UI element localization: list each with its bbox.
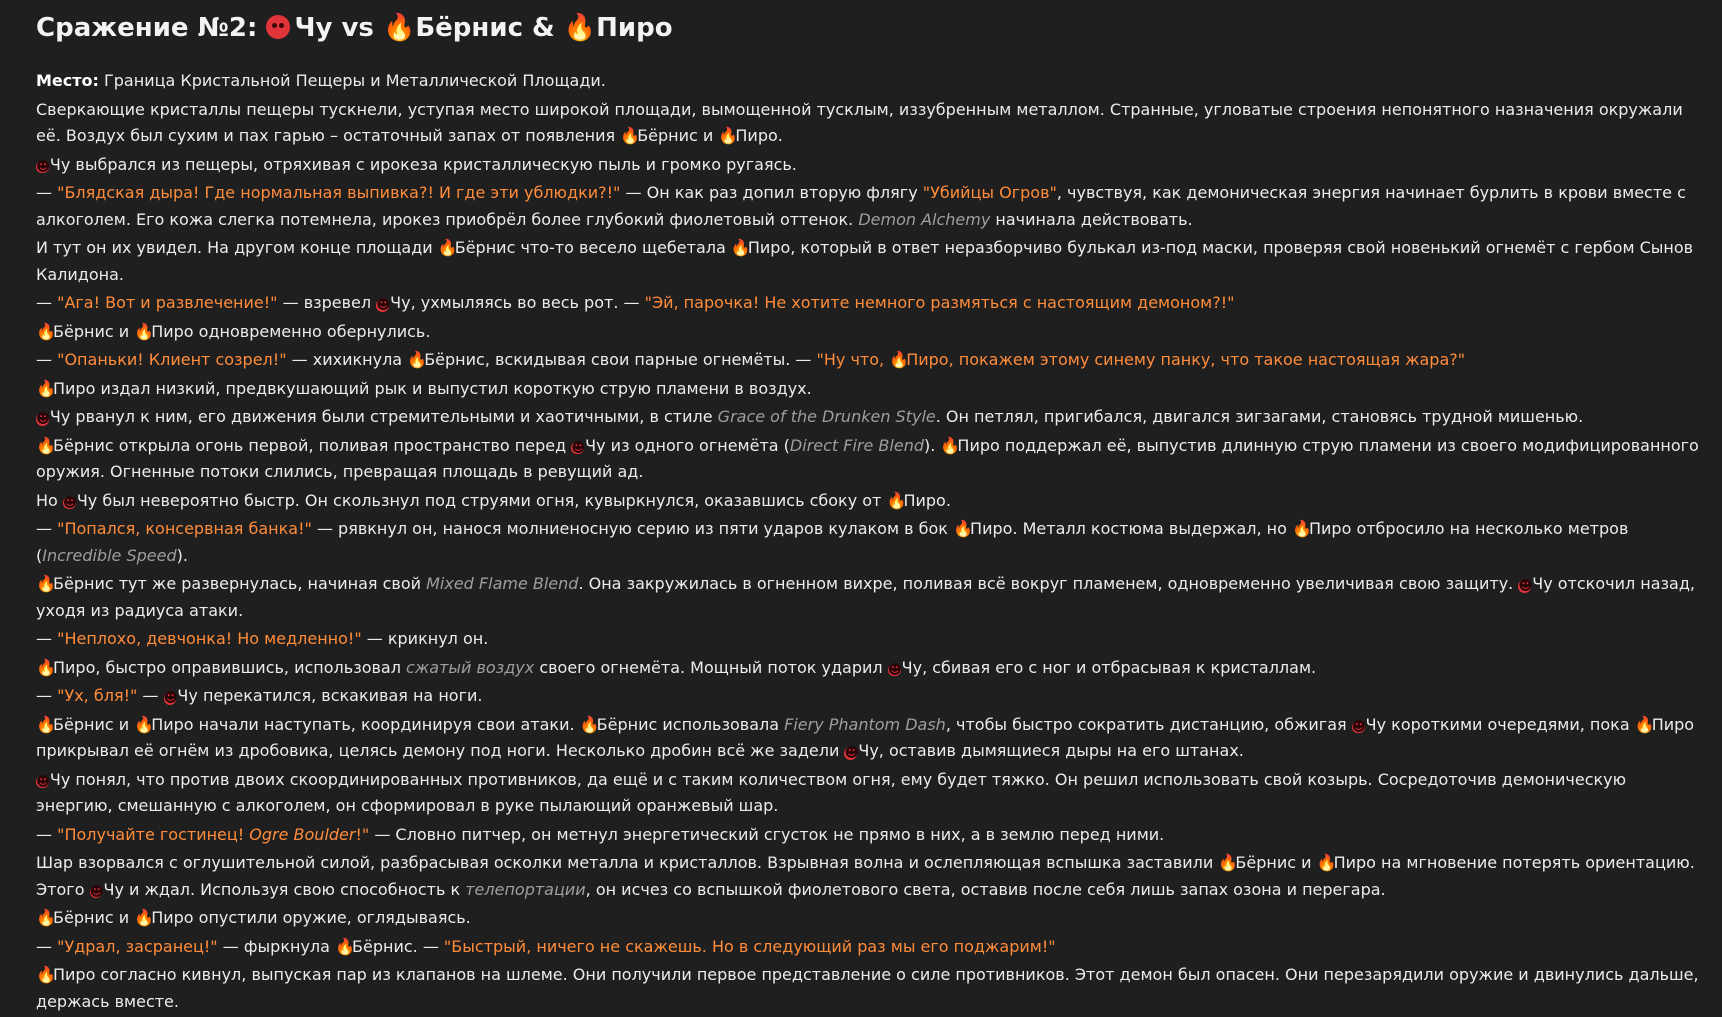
narration-text: Пиро одновременно обернулись.	[151, 321, 431, 341]
narration-text: И тут он их увидел. На другом конце площади	[36, 238, 438, 257]
narration-text: Пиро.	[735, 126, 783, 145]
fire-icon: 🔥	[36, 378, 56, 398]
skill-name: Grace of the Drunken Style	[717, 407, 936, 426]
narration-text: —	[36, 686, 58, 705]
devil-face-icon: ☻	[1351, 718, 1366, 735]
narration-text: Бёрнис, вскидывая свои парные огнемёты. —	[424, 350, 817, 369]
fire-icon: 🔥	[563, 13, 597, 43]
narration-text: Чу короткими очередями, пока	[1365, 714, 1635, 734]
narration-text: Пиро, который в ответ неразборчиво булькал из-под маски, проверяя свой новенький огнемёт с гербом Сынов Калидона.	[36, 238, 1694, 284]
story-paragraph	[36, 905, 1706, 932]
story-paragraph	[36, 516, 1706, 569]
skill-name: Direct Fire Blend	[789, 435, 924, 455]
fire-icon: 🔥	[886, 490, 907, 510]
story-text	[36, 68, 1706, 1015]
fire-icon: 🔥	[1316, 853, 1337, 872]
fire-icon: 🔥	[579, 714, 600, 734]
title-chu: Чу	[294, 13, 333, 43]
narration-text: ).	[176, 545, 188, 565]
story-paragraph	[36, 319, 1706, 346]
narration-text: — хихикнула	[286, 350, 408, 369]
narration-text: —	[36, 350, 58, 369]
narration-text: — Он как раз допил вторую флягу	[620, 183, 923, 202]
story-paragraph	[36, 822, 1706, 849]
narration-text: Пиро согласно кивнул, выпуская пар из клапанов на шлеме. Они получили первое представление о силе противников. Этот демон был опасен. Они перезарядили оружие и двинулись дальше, держась вместе.	[36, 965, 1699, 1011]
story-paragraph	[36, 376, 1706, 403]
fire-icon: 🔥	[36, 908, 56, 927]
narration-text: — взревел	[277, 293, 377, 312]
narration-text: —	[36, 936, 58, 956]
narration-text: Бёрнис что-то весело щебетала	[454, 238, 731, 257]
devil-face-icon: ☻	[36, 411, 51, 427]
dialogue-quote: "Опаньки! Клиент созрел!"	[57, 350, 287, 369]
narration-text: Бёрнис и	[53, 321, 135, 341]
fire-icon: 🔥	[437, 238, 458, 257]
story-paragraph	[36, 767, 1706, 820]
devil-face-icon: ☻	[36, 158, 51, 175]
fire-icon: 🔥	[1634, 714, 1655, 734]
narration-text: Пиро.	[903, 490, 951, 510]
dialogue-quote: "Неплохо, девчонка! Но медленно!"	[57, 629, 362, 648]
story-paragraph	[36, 433, 1706, 486]
story-paragraph	[36, 152, 1706, 179]
story-paragraph	[36, 290, 1706, 317]
story-paragraph	[36, 850, 1706, 903]
skill-name: Demon Alchemy	[858, 209, 991, 229]
narration-text: Пиро прикрывал её огнём из дробовика, целясь демону под ноги. Несколько дробин всё же задели	[36, 714, 1695, 760]
title-vs: vs	[332, 13, 383, 43]
devil-face-icon: ☻	[163, 690, 178, 706]
narration-text: Бёрнис и	[53, 908, 135, 927]
narration-text: Пиро на мгновение потерять ориентацию. Этого	[36, 853, 1695, 899]
narration-text: Шар взорвался с оглушительной силой, разбрасывая осколки металла и кристаллов. Взрывная волна и ослепляющая вспышка заставили	[36, 853, 1219, 872]
location-line	[36, 68, 1706, 95]
devil-face-icon: ☻	[376, 297, 391, 313]
dialogue-quote: Пиро, покажем этому синему панку, что такое настоящая жара?"	[906, 350, 1466, 369]
battle-title	[36, 10, 1706, 46]
narration-text: Бёрнис и	[1235, 853, 1317, 872]
narration-text: Пиро отбросило на несколько метров (	[36, 519, 1629, 565]
narration-text: —	[137, 686, 164, 705]
devil-face-icon: ☻	[1518, 578, 1533, 594]
title-amp: &	[522, 13, 564, 43]
fire-icon: 🔥	[36, 435, 56, 455]
narration-text: Граница Кристальной Пещеры и Металлической Площади.	[98, 71, 606, 90]
narration-text: Сверкающие кристаллы пещеры тускнели, уступая место широкой площади, вымощенной тусклым, иззубренным металлом. Странные, угловатые строения непонятного назначения окружали её. Воздух был сухим и пах гарью – остаточный запах от появления	[36, 99, 1683, 145]
devil-face-icon	[266, 15, 290, 39]
story-paragraph	[36, 655, 1706, 682]
document-body	[36, 10, 1706, 1017]
narration-text: Бёрнис и	[637, 126, 719, 145]
story-paragraph	[36, 347, 1706, 374]
narration-text: Пиро издал низкий, предвкушающий рык и выпустил короткую струю пламени в воздух.	[53, 378, 812, 398]
narration-text: — крикнул он.	[361, 629, 489, 648]
story-paragraph	[36, 235, 1706, 288]
dialogue-quote: "Эй, парочка! Не хотите немного размяться с настоящим демоном?!"	[644, 293, 1235, 312]
narration-text: Чу, оставив дымящиеся дыры на его штанах.	[858, 741, 1244, 760]
story-paragraph	[36, 712, 1706, 765]
story-paragraph	[36, 404, 1706, 431]
skill-name: Incredible Speed	[42, 545, 177, 565]
narration-text: Чу отскочил назад, уходя из радиуса атаки.	[36, 574, 1696, 620]
devil-face-icon: ☻	[571, 439, 586, 456]
narration-text: , чтобы быстро сократить дистанцию, обжигая	[945, 714, 1352, 734]
fire-icon: 🔥	[1291, 519, 1312, 538]
narration-text: —	[36, 183, 58, 202]
narration-text: Чу был невероятно быстр. Он скользнул под струями огня, кувыркнулся, оказавшись сбоку от	[76, 490, 887, 510]
narration-text: своего огнемёта. Мощный поток ударил	[534, 657, 888, 677]
title-bernis: Бёрнис	[415, 13, 523, 43]
dialogue-quote: "Блядская дыра! Где нормальная выпивка?! И где эти ублюдки?!"	[57, 183, 621, 202]
dialogue-quote: "Попался, консервная банка!"	[57, 519, 312, 538]
narration-text: — рявкнул он, нанося молниеносную серию из пяти ударов кулаком в бок	[311, 519, 954, 538]
skill-name: телепортации	[465, 879, 586, 899]
narration-text: —	[36, 519, 58, 538]
narration-text: начинала действовать.	[990, 209, 1193, 229]
fire-icon: 🔥	[889, 350, 910, 369]
narration-text: Чу рванул к ним, его движения были стремительными и хаотичными, в стиле	[49, 407, 718, 426]
skill-name: Mixed Flame Blend	[426, 574, 579, 593]
dialogue-quote: "Ух, бля!"	[57, 686, 138, 705]
narration-text: —	[36, 824, 58, 844]
story-paragraph	[36, 97, 1706, 150]
narration-text: . Он петлял, пригибался, двигался зигзагами, становясь трудной мишенью.	[935, 407, 1584, 426]
narration-text: . Она закружилась в огненном вихре, поливая всё вокруг пламенем, одновременно увеличивая свою защиту.	[578, 574, 1519, 593]
narration-text: Чу из одного огнемёта (	[585, 435, 790, 455]
skill-name: сжатый воздух	[406, 657, 535, 677]
narration-text: Бёрнис тут же развернулась, начиная свой	[53, 574, 427, 593]
fire-icon: 🔥	[382, 13, 416, 43]
title-prefix: Сражение №2:	[36, 13, 258, 43]
narration-text: —	[36, 629, 58, 648]
narration-text: Пиро начали наступать, координируя свои атаки.	[151, 714, 580, 734]
devil-face-icon: ☻	[62, 494, 78, 511]
narration-text: , чувствуя, как демоническая энергия начинает бурлить в крови вместе с алкоголем. Его кожа слегка потемнела, ирокез приобрёл более глубокий фиолетовый оттенок.	[36, 183, 1686, 229]
fire-icon: 🔥	[134, 714, 155, 734]
dialogue-quote: "Ага! Вот и развлечение!"	[57, 293, 278, 312]
devil-face-icon: ☻	[89, 883, 104, 900]
narration-text: Чу выбрался из пещеры, отряхивая с ирокеза кристаллическую пыль и громко ругаясь.	[49, 154, 797, 174]
fire-icon: 🔥	[407, 350, 428, 369]
dialogue-skill-name: Ogre Boulder	[249, 824, 356, 844]
devil-face-icon: ☻	[844, 745, 859, 761]
narration-text: Бёрнис использовала	[596, 714, 785, 734]
fire-icon: 🔥	[335, 936, 355, 956]
narration-text: — Словно питчер, он метнул энергетический сгусток не прямо в них, а в землю перед ними.	[369, 824, 1165, 844]
skill-name: Fiery Phantom Dash	[784, 714, 946, 734]
dialogue-quote: !"	[355, 824, 370, 844]
story-paragraph	[36, 934, 1706, 961]
story-paragraph	[36, 683, 1706, 710]
story-paragraph	[36, 626, 1706, 653]
fire-icon: 🔥	[620, 126, 641, 145]
title-piro: Пиро	[596, 13, 673, 43]
narration-text: Пиро, быстро оправившись, использовал	[53, 657, 407, 677]
devil-face-icon: ☻	[887, 661, 902, 678]
narration-text: Бёрнис. —	[352, 936, 444, 956]
dialogue-quote: "Убийцы Огров"	[922, 183, 1057, 202]
narration-text: Чу и ждал. Используя свою способность к	[103, 879, 466, 899]
story-paragraph	[36, 180, 1706, 233]
story-paragraph	[36, 571, 1706, 624]
fire-icon: 🔥	[953, 519, 973, 538]
narration-text: Пиро опустили оружие, оглядываясь.	[151, 908, 471, 927]
fire-icon: 🔥	[36, 574, 56, 593]
narration-text: Бёрнис и	[53, 714, 135, 734]
fire-icon: 🔥	[36, 657, 56, 677]
fire-icon: 🔥	[134, 321, 155, 341]
devil-face-icon: ☻	[36, 773, 51, 790]
dialogue-quote: "Быстрый, ничего не скажешь. Но в следующий раз мы его поджарим!"	[443, 936, 1056, 956]
fire-icon: 🔥	[36, 965, 56, 984]
fire-icon: 🔥	[134, 908, 155, 927]
story-paragraph	[36, 488, 1706, 515]
location-label: Место:	[36, 71, 99, 90]
narration-text: , он исчез со вспышкой фиолетового света, оставив после себя лишь запах озона и перегара.	[585, 879, 1386, 899]
narration-text: Чу понял, что против двоих скоординированных противников, да ещё и с таким количеством огня, ему будет тяжко. Он решил использовать свой козырь. Сосредоточив демоническую энергию, смешанную с алкоголем, он сформировал в руке пылающий оранжевый шар.	[36, 769, 1627, 815]
fire-icon: 🔥	[718, 126, 739, 145]
narration-text: Бёрнис открыла огонь первой, поливая пространство перед	[53, 435, 572, 455]
fire-icon: 🔥	[36, 714, 56, 734]
narration-text: — фыркнула	[217, 936, 336, 956]
fire-icon: 🔥	[940, 435, 961, 455]
narration-text: Чу, ухмыляясь во весь рот. —	[390, 293, 645, 312]
dialogue-quote: "Удрал, засранец!"	[57, 936, 218, 956]
narration-text: Чу, сбивая его с ног и отбрасывая к кристаллам.	[901, 657, 1317, 677]
story-paragraph	[36, 962, 1706, 1015]
narration-text: —	[36, 293, 58, 312]
narration-text: Чу перекатился, вскакивая на ноги.	[177, 686, 483, 705]
fire-icon: 🔥	[1218, 853, 1239, 872]
dialogue-quote: "Ну что,	[816, 350, 890, 369]
narration-text: Но	[36, 490, 63, 510]
narration-text: Пиро. Металл костюма выдержал, но	[970, 519, 1292, 538]
narration-text: Пиро поддержал её, выпустив длинную струю пламени из своего модифицированного оружия. Огненные потоки слились, превращая площадь в ревущий ад.	[36, 435, 1699, 481]
fire-icon: 🔥	[36, 321, 56, 341]
dialogue-quote: "Получайте гостинец!	[57, 824, 250, 844]
fire-icon: 🔥	[730, 238, 751, 257]
narration-text: ).	[923, 435, 941, 455]
